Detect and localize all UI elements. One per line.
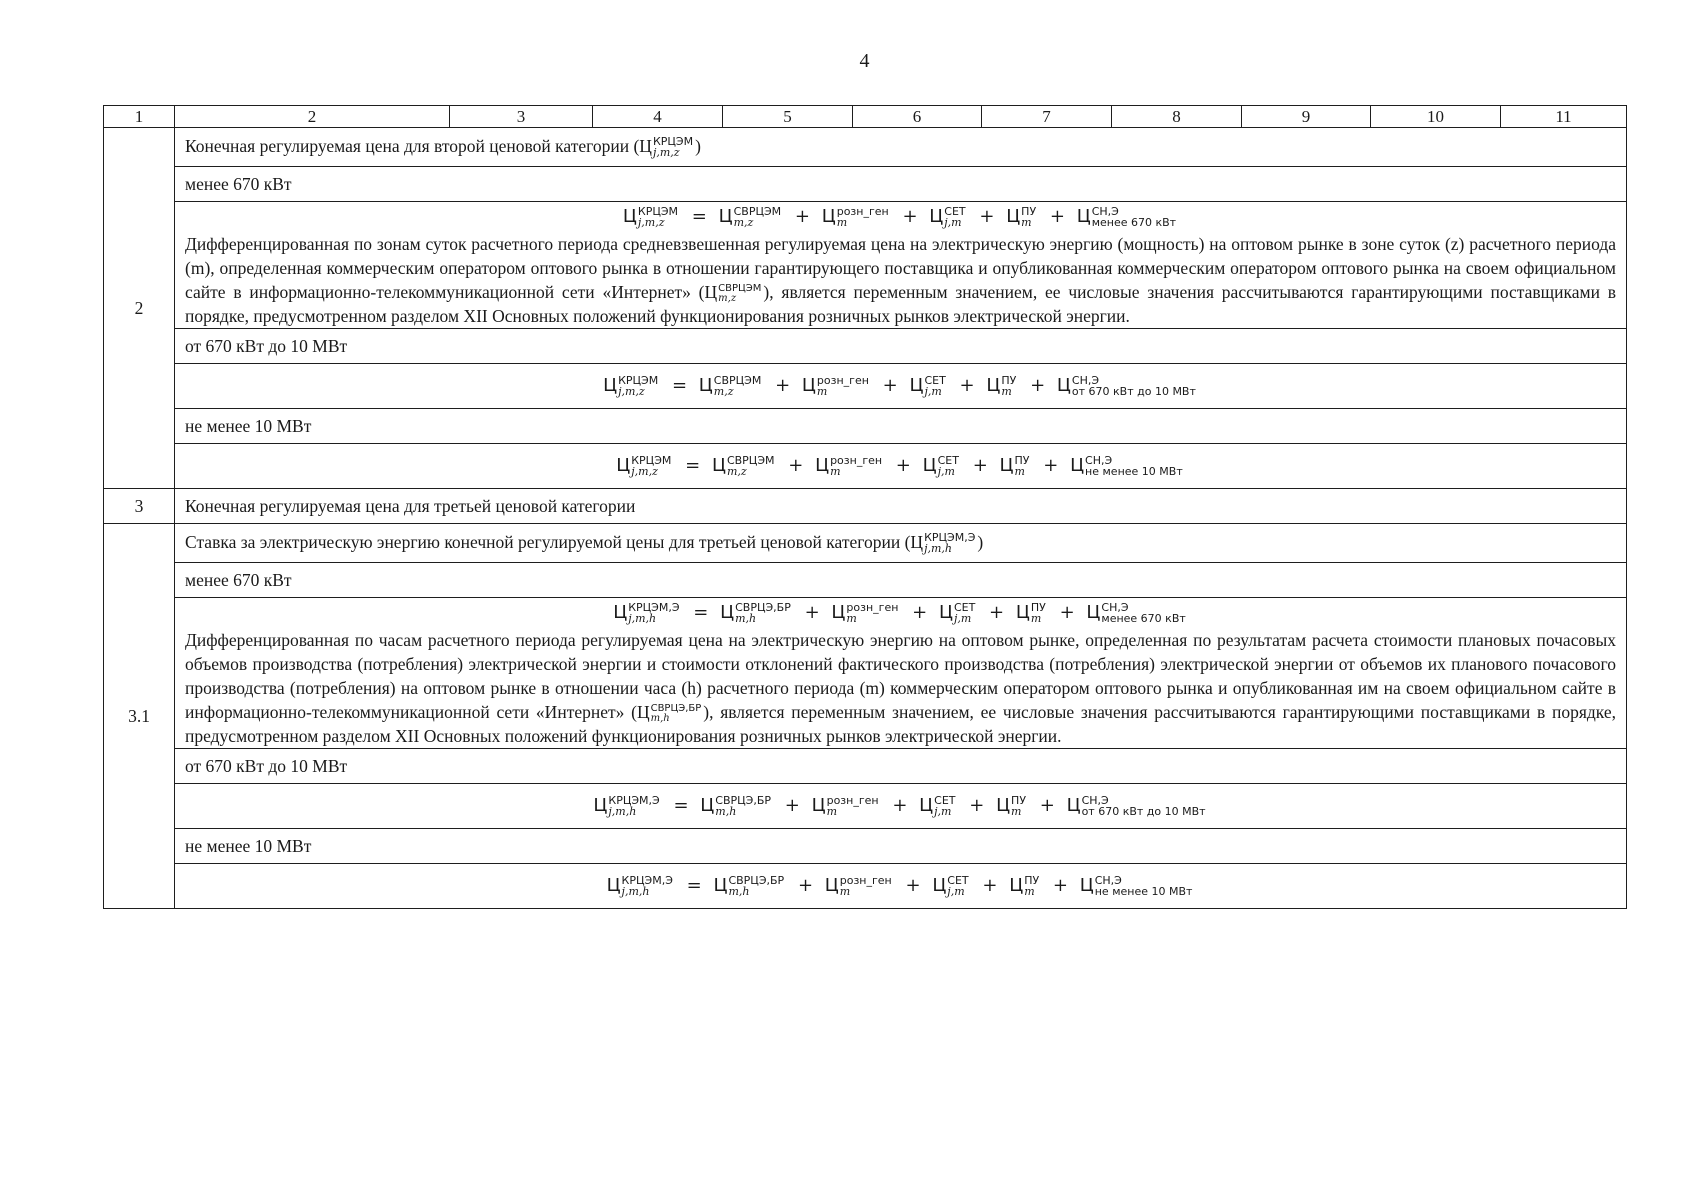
col-header: 5 <box>723 106 853 128</box>
col-header: 8 <box>1112 106 1242 128</box>
col-header: 3 <box>450 106 593 128</box>
description-paragraph: Дифференцированная по зонам суток расчетного периода средневзвешенная регулируемая цена на электрическую энергию (мощность) на оптовом рынке в зоне суток (z) расчетного периода (m), определенная коммерческим оператором оптового рынка в отношении гарантирующего поставщика и опубликованная коммерческим оператором оптового рынка на своем официальном сайте в информационно-телекоммуникационной сети «Интернет» (Ц СВРЦЭМ m,z ), является переменным значением, ее числовые значения рассчитываются гарантирующими поставщиками в порядке, предусмотренном разделом XII Основных положений функционирования розничных рынков электрической энергии. <box>185 234 1616 326</box>
formula: Ц КРЦЭМ j,m,z = Ц СВРЦЭМ m,z + Ц розн_ген m + Ц СЕТ j,m + Ц ПУ m + Ц СН,Э не менее 10 МВт <box>616 454 1183 478</box>
col-header: 2 <box>175 106 450 128</box>
formula-row <box>175 364 1627 409</box>
section-2-title: Конечная регулируемая цена для второй ценовой категории (Ц КРЦЭМ j,m,z ) <box>175 128 1627 167</box>
description-paragraph: Дифференцированная по часам расчетного периода регулируемая цена на электрическую энергию на оптовом рынке, определенная по результатам расчета стоимости плановых почасовых объемов производства (потребления) электрической энергии и стоимости отклонений фактического производства (потребления) электрической энергии от объемов их планового почасового производства (потребления) на оптовом рынке в отношении часа (h) расчетного периода (m) коммерческим оператором оптового рынка и опубликованная им на своем официальном сайте в информационно-телекоммуникационной сети «Интернет» (Ц СВРЦЭ,БР m,h ), является переменным значением, ее числовые значения рассчитываются гарантирующими поставщиками в порядке, предусмотренном разделом XII Основных положений функционирования розничных рынков электрической энергии. <box>185 630 1617 746</box>
section-3-1-title: Ставка за электрическую энергию конечной регулируемой цены для третьей ценовой категории (Ц КРЦЭМ,Э j,m,h ) <box>175 524 1627 563</box>
band-label: менее 670 кВт <box>175 167 1627 202</box>
formula-row <box>175 784 1627 829</box>
section-3-title: Конечная регулируемая цена для третьей ценовой категории <box>175 489 1627 524</box>
band-label: менее 670 кВт <box>175 563 1627 598</box>
formula: Ц КРЦЭМ j,m,z = Ц СВРЦЭМ m,z + Ц розн_ген m + Ц СЕТ j,m + Ц ПУ m + Ц СН,Э менее 670 кВт <box>622 205 1177 229</box>
col-header: 6 <box>853 106 982 128</box>
column-number-header-row <box>104 106 1627 128</box>
band-label: от 670 кВт до 10 МВт <box>175 749 1627 784</box>
col-header: 7 <box>982 106 1112 128</box>
formula: Ц КРЦЭМ,Э j,m,h = Ц СВРЦЭ,БР m,h + Ц розн_ген m + Ц СЕТ j,m + Ц ПУ m + Ц СН,Э от 670 кВт до 10 МВт <box>593 794 1206 818</box>
page-number: 4 <box>859 50 870 72</box>
formula-with-description <box>175 598 1627 749</box>
row-number-3-1: 3.1 <box>104 524 175 909</box>
formula: Ц КРЦЭМ,Э j,m,h = Ц СВРЦЭ,БР m,h + Ц розн_ген m + Ц СЕТ j,m + Ц ПУ m + Ц СН,Э менее 670 кВт <box>613 601 1186 625</box>
col-header: 4 <box>593 106 723 128</box>
col-header: 11 <box>1501 106 1627 128</box>
tariff-table <box>103 105 1627 909</box>
col-header: 1 <box>104 106 175 128</box>
band-label: не менее 10 МВт <box>175 829 1627 864</box>
formula: Ц КРЦЭМ,Э j,m,h = Ц СВРЦЭ,БР m,h + Ц розн_ген m + Ц СЕТ j,m + Ц ПУ m + Ц СН,Э не менее 10 МВт <box>606 874 1193 898</box>
formula: Ц КРЦЭМ j,m,z = Ц СВРЦЭМ m,z + Ц розн_ген m + Ц СЕТ j,m + Ц ПУ m + Ц СН,Э от 670 кВт до 10 МВт <box>603 374 1196 398</box>
formula-row <box>175 864 1627 909</box>
col-header: 9 <box>1242 106 1371 128</box>
band-label: от 670 кВт до 10 МВт <box>175 329 1627 364</box>
row-number-2: 2 <box>104 128 175 489</box>
formula-row <box>175 444 1627 489</box>
col-header: 10 <box>1371 106 1501 128</box>
row-number-3: 3 <box>104 489 175 524</box>
formula-with-description <box>175 202 1627 329</box>
band-label: не менее 10 МВт <box>175 409 1627 444</box>
